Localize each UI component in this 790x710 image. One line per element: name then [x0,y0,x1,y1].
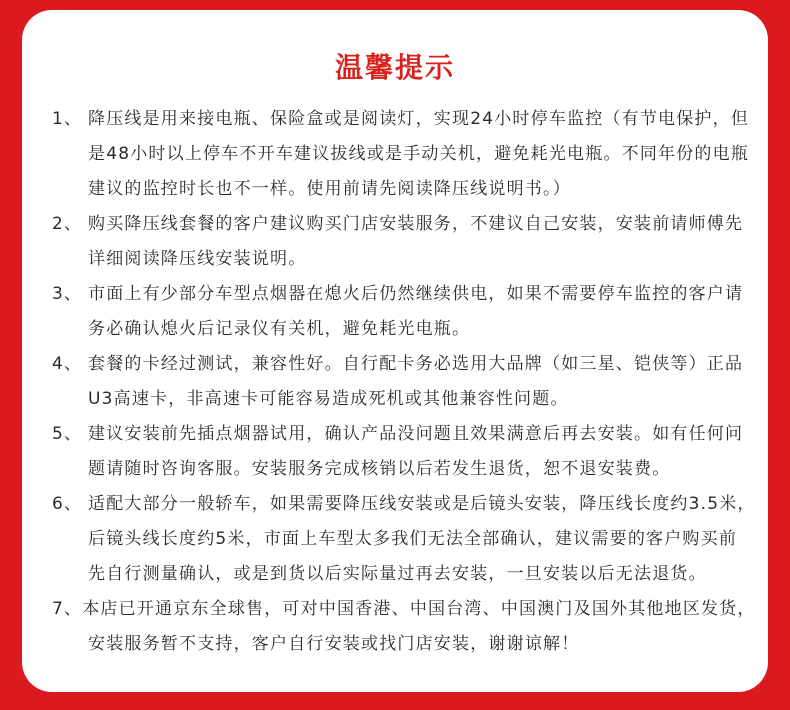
item-number: 1、 [52,109,83,129]
list-item [52,417,762,487]
item-line: 是48小时以上停车不开车建议拔线或是手动关机，避免耗光电瓶。不同年份的电瓶 [88,144,750,164]
item-text [88,102,762,207]
item-text [88,417,762,487]
item-number: 7、 [52,599,83,619]
item-line: 套餐的卡经过测试，兼容性好。自行配卡务必选用大品牌（如三星、铠侠等）正品 [88,354,744,374]
item-line: 先自行测量确认，或是到货以后实际量过再去安装，一旦安装以后无法退货。 [88,564,707,584]
list-item [52,347,762,417]
list-item [52,102,762,207]
item-line: 建议的监控时长也不一样。使用前请先阅读降压线说明书。） [88,179,571,199]
item-line: 安装服务暂不支持，客户自行安装或找门店安装，谢谢谅解！ [88,634,580,654]
notice-list [52,102,762,662]
item-text [88,277,762,347]
item-line: 务必确认熄火后记录仪有关机，避免耗光电瓶。 [88,319,471,339]
item-line: 适配大部分一般轿车，如果需要降压线安装或是后镜头安装，降压线长度约3.5米， [88,494,756,514]
item-number: 6、 [52,494,83,514]
item-number: 4、 [52,354,83,374]
item-text [88,347,762,417]
item-line: U3高速卡，非高速卡可能容易造成死机或其他兼容性问题。 [88,389,569,409]
list-item [52,277,762,347]
list-item [52,592,762,662]
item-number: 3、 [52,284,83,304]
item-number: 5、 [52,424,83,444]
item-number: 2、 [52,214,83,234]
item-line [52,592,762,627]
item-line: 详细阅读降压线安装说明。 [88,249,307,269]
item-line: 购买降压线套餐的客户建议购买门店安装服务，不建议自己安装，安装前请师傅先 [88,214,744,234]
item-text [88,207,762,277]
notice-title: 温馨提示 [334,51,455,84]
item-line: 建议安装前先插点烟器试用，确认产品没问题且效果满意后再去安装。如有任何问 [88,424,744,444]
item-line: 题请随时咨询客服。安装服务完成核销以后若发生退货，恕不退安装费。 [88,459,671,479]
list-item [52,487,762,592]
item-line: 市面上有少部分车型点烟器在熄火后仍然继续供电，如果不需要停车监控的客户请 [88,284,744,304]
notice-card [22,10,768,692]
item-line-text: 本店已开通京东全球售，可对中国香港、中国台湾、中国澳门及国外其他地区发货， [82,599,756,619]
item-line: 后镜头线长度约5米，市面上车型太多我们无法全部确认，建议需要的客户购买前 [88,529,738,549]
item-line: 降压线是用来接电瓶、保险盒或是阅读灯，实现24小时停车监控（有节电保护，但 [88,109,750,129]
item-text [88,487,762,592]
list-item [52,207,762,277]
